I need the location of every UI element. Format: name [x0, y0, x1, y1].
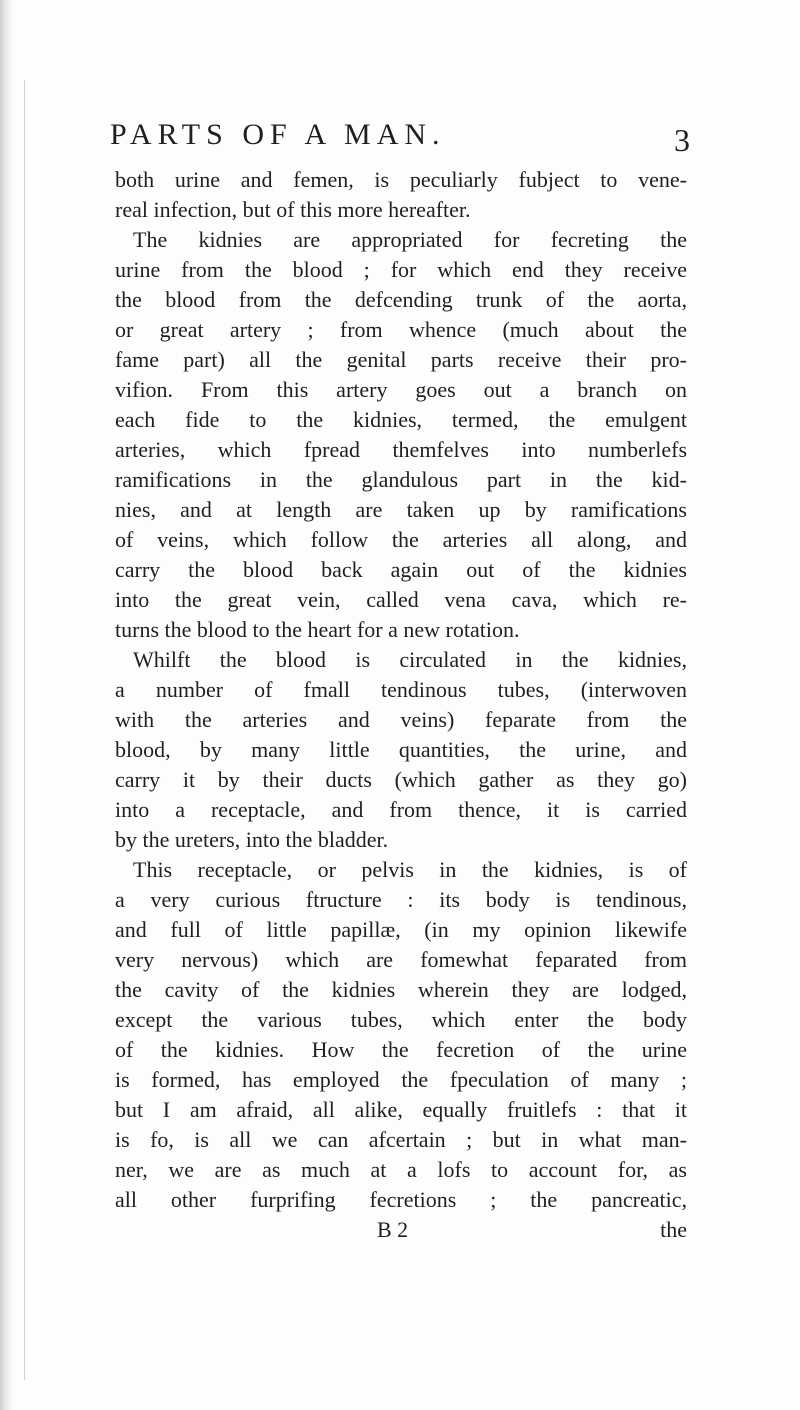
text-line: and full of little papillæ, (in my opinion likewife [115, 917, 687, 942]
text-line: each fide to the kidnies, termed, the emulgent [115, 407, 687, 432]
text-line: blood, by many little quantities, the urine, and [115, 737, 687, 762]
text-line: with the arteries and veins) feparate from the [115, 707, 687, 732]
text-line: or great artery ; from whence (much about the [115, 317, 687, 342]
text-line: The kidnies are appropriated for fecreting the [133, 227, 687, 252]
text-line: very nervous) which are fomewhat feparated from [115, 947, 687, 972]
text-line: nies, and at length are taken up by ramifications [115, 497, 687, 522]
text-line: is fo, is all we can afcertain ; but in what man- [115, 1127, 687, 1152]
page-footer [115, 1215, 687, 1245]
page-gutter-line [24, 80, 25, 1380]
text-line: a number of fmall tendinous tubes, (interwoven [115, 677, 687, 702]
text-line: of the kidnies. How the fecretion of the urine [115, 1037, 687, 1062]
text-line: of veins, which follow the arteries all along, and [115, 527, 687, 552]
text-line: ramifications in the glandulous part in the kid- [115, 467, 687, 492]
text-line: fame part) all the genital parts receive their pro- [115, 347, 687, 372]
text-line: a very curious ftructure : its body is tendinous, [115, 887, 687, 912]
catchword: the [660, 1217, 687, 1242]
text-line: vifion. From this artery goes out a branch on [115, 377, 687, 402]
text-line: both urine and femen, is peculiarly fubject to vene- [115, 167, 687, 192]
text-line: all other furprifing fecretions ; the pancreatic, [115, 1187, 687, 1212]
page-number: 3 [674, 122, 690, 158]
text-line: carry the blood back again out of the kidnies [115, 557, 687, 582]
text-line: except the various tubes, which enter the body [115, 1007, 687, 1032]
running-head: PARTS OF A MAN. [110, 118, 446, 151]
text-line: is formed, has employed the fpeculation of many ; [115, 1067, 687, 1092]
signature-mark: B 2 [377, 1217, 409, 1242]
text-line: into a receptacle, and from thence, it is carried [115, 797, 687, 822]
text-line: This receptacle, or pelvis in the kidnies, is of [133, 857, 687, 882]
text-line: into the great vein, called vena cava, which re- [115, 587, 687, 612]
text-line: arteries, which fpread themfelves into numberlefs [115, 437, 687, 462]
text-line: carry it by their ducts (which gather as they go) [115, 767, 687, 792]
page-header [110, 118, 690, 158]
text-line: ner, we are as much at a lofs to account for, as [115, 1157, 687, 1182]
text-line: urine from the blood ; for which end they receive [115, 257, 687, 282]
text-line: the cavity of the kidnies wherein they are lodged, [115, 977, 687, 1002]
text-line: but I am afraid, all alike, equally fruitlefs : that it [115, 1097, 687, 1122]
text-line: real infection, but of this more hereafter. [115, 197, 471, 222]
text-line: Whilft the blood is circulated in the kidnies, [133, 647, 687, 672]
page-gutter-shadow [0, 0, 14, 1410]
body-text [115, 165, 687, 1245]
text-line: turns the blood to the heart for a new rotation. [115, 617, 520, 642]
text-line: by the ureters, into the bladder. [115, 827, 389, 852]
text-line: the blood from the defcending trunk of the aorta, [115, 287, 687, 312]
